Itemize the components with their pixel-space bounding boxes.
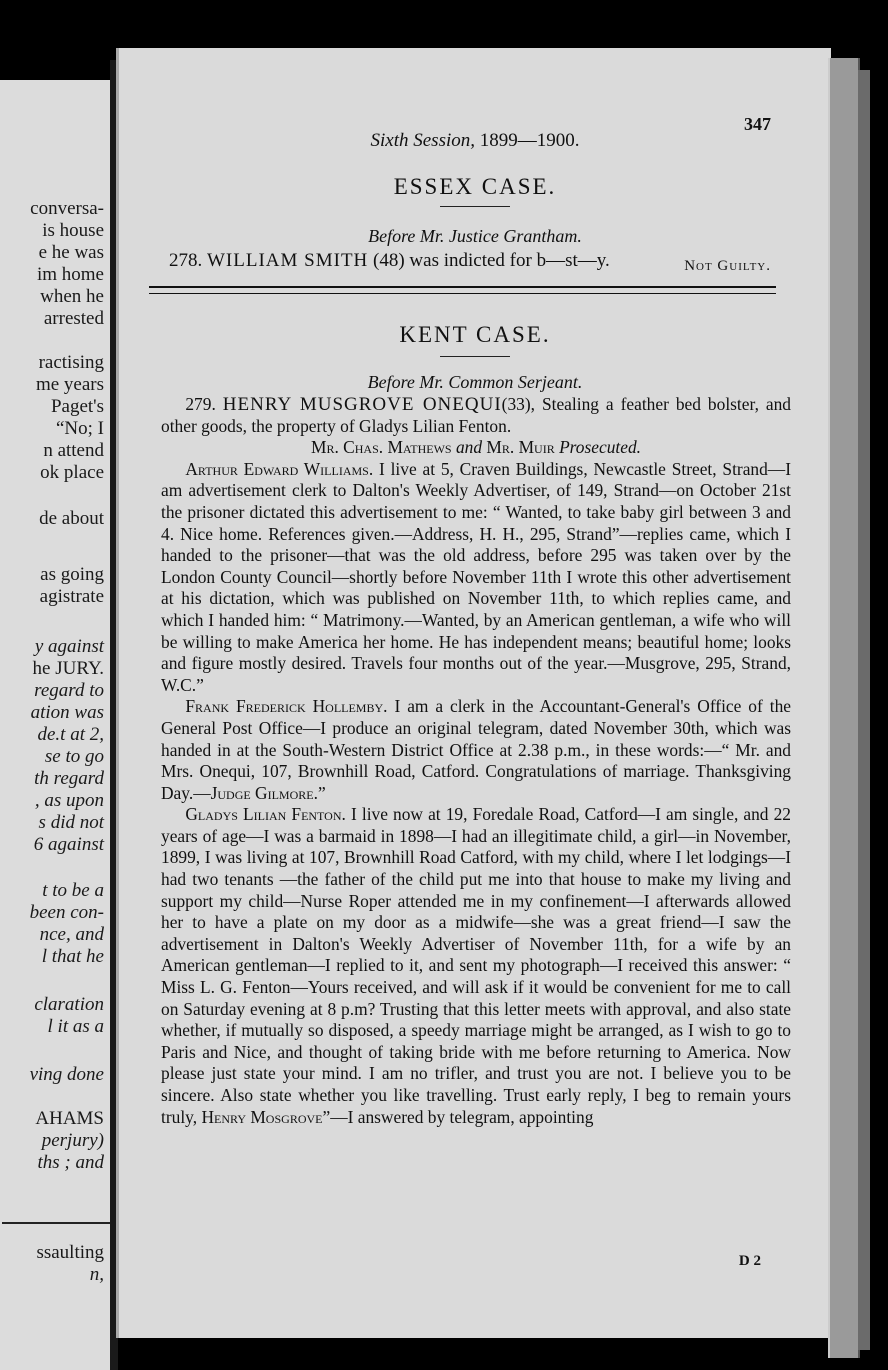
left-page-line: de.t at 2, — [37, 724, 104, 745]
essex-indictment-text: (48) was indicted for b—st—y. — [373, 250, 610, 271]
witness-williams: Arthur Edward Williams. — [185, 458, 374, 479]
left-page-line: y against — [34, 636, 104, 657]
running-head-years: 1899—1900. — [479, 130, 580, 151]
prosecution-word: Prosecuted. — [559, 437, 641, 458]
section-double-rule — [149, 286, 776, 294]
left-page-line: ths ; and — [37, 1152, 104, 1173]
left-page-line: me years — [35, 374, 104, 395]
left-page-line: Paget's — [50, 396, 104, 417]
testimony-hollemby — [161, 696, 791, 804]
testimony-williams-text: I live at 5, Craven Buildings, Newcastle Street, Strand—I am advertisement clerk to Dalton's Weekly Advertiser, of 149, Strand—on October 21st the prisoner dictated this advertisement to me: “ Wanted, to take baby girl between 3 and 4. Nice home. References given.—Address, H. H., 295, Strand”—replies came, which I handed to the prisoner—that was the old address, before 295 was taken over by the London County Council—shortly before November 11th I wrote this other advertisement at his dictation, which was published on November 11th, to which replies came, and which I handed him: “ Matrimony.—Wanted, by an American gentleman, a wife who will be willing to make America her home. He has independent means; beautiful home; looks and figure mostly desired. Travels four months out of the year.—Musgrove, 295, Strand, W.C.” — [161, 458, 791, 695]
left-page-rule — [2, 1222, 110, 1224]
left-page-line: been con- — [29, 902, 104, 923]
left-page-line: regard to — [34, 680, 104, 701]
prosecutor-2: Mr. Muir — [486, 437, 555, 458]
witness-hollemby: Frank Frederick Hollemby. — [185, 696, 388, 717]
signature-mark: D 2 — [738, 1253, 761, 1269]
left-page-line: ation was — [30, 702, 104, 723]
left-page-line: n attend — [43, 440, 104, 461]
left-page-line: 6 against — [33, 834, 104, 855]
page-edge — [828, 58, 860, 1358]
left-page-line: s did not — [38, 812, 104, 833]
left-page-line: se to go — [44, 746, 104, 767]
left-page-line: im home — [36, 264, 104, 285]
testimony-hollemby-text: I am a clerk in the Accountant-General's Office of the General Post Office—I produce an original telegram, dated November 30th, which was handed in at the South-Western District Office at 2.38 p.m., in these words:—“ Mr. and Mrs. Onequi, 107, Brownhill Road, Catford. Congratulations of marriage. Thanksgiving Day.— — [161, 696, 791, 803]
left-page-line: agistrate — [39, 586, 104, 607]
testimony-fenton — [161, 804, 791, 1128]
left-page-line: ok place — [40, 462, 104, 483]
kent-case-heading: KENT CASE. — [399, 322, 551, 347]
kent-indictment — [161, 394, 791, 437]
page-edge-shadow — [858, 70, 870, 1350]
left-page-line: AHAMS — [35, 1108, 104, 1129]
running-head-session: Sixth Session, — [370, 130, 475, 151]
prosecutor-1: Mr. Chas. Mathews — [311, 437, 452, 458]
prosecution-and: and — [455, 437, 483, 458]
prosecution-line — [161, 437, 791, 459]
left-page-line: when he — [40, 286, 104, 307]
page-number: 347 — [744, 114, 771, 134]
essex-defendant: WILLIAM SMITH — [207, 250, 369, 271]
left-page-line: arrested — [43, 308, 104, 329]
left-page-line: ractising — [38, 352, 104, 373]
left-page-line: nce, and — [39, 924, 104, 945]
testimony-fenton-close: ”—I answered by telegram, appointing — [322, 1106, 594, 1127]
left-page-line: conversa- — [30, 198, 104, 219]
left-page-line: , as upon — [34, 790, 104, 811]
essex-short-rule — [440, 206, 510, 207]
kent-charge: (33), Stealing a feather bed bolster, and other goods, the property of Gladys Lilian Fenton. — [161, 394, 791, 436]
kent-defendant: HENRY MUSGROVE ONEQUI — [222, 394, 502, 415]
telegram-close-quote: ” — [317, 782, 326, 803]
left-page-line: de about — [39, 508, 104, 529]
left-page-line: claration — [34, 994, 104, 1015]
left-page-line: “No; I — [55, 418, 104, 439]
left-page-line: e he was — [38, 242, 104, 263]
kent-short-rule — [440, 356, 510, 357]
left-page-line: perjury) — [41, 1130, 104, 1151]
left-page-line: he JURY. — [32, 658, 104, 679]
left-page-line: ssaulting — [36, 1242, 104, 1263]
right-page — [116, 48, 831, 1338]
left-page-line: l that he — [41, 946, 104, 967]
left-page-line: t to be a — [42, 880, 104, 901]
left-page-line: th regard — [34, 768, 104, 789]
kent-case-body — [161, 394, 791, 1128]
left-page-line: n, — [89, 1264, 104, 1285]
telegram-signature: Judge Gilmore. — [210, 782, 318, 803]
left-page — [0, 80, 114, 1370]
kent-case-number: 279. — [185, 394, 216, 414]
essex-verdict: Not Guilty. — [684, 258, 771, 274]
testimony-williams — [161, 459, 791, 697]
left-page-line: l it as a — [47, 1016, 104, 1037]
essex-before-judge: Before Mr. Justice Grantham. — [368, 226, 582, 246]
testimony-fenton-text: I live now at 19, Foredale Road, Catford—I am single, and 22 years of age—I was a barmaid in 1898—I had an illegitimate child, a girl—in November, 1899, I was living at 107, Brownhill Road Catford, with my child, where I let lodgings—I had two tenants —the father of the child put me into that house to make my living and support my child—Nurse Roper attended me in my confinement—I afterwards allowed her to have a plate on my door as a midwife—she was a great friend—I saw the advertisement in Dalton's Weekly Advertiser of November 11th, for a wife by an American gentleman—I replied to it, and sent my photograph—I received this answer: “ Miss L. G. Fenton—Yours received, and will ask if it would be convenient for me to call on Saturday evening at 8 p.m? Trusting that this letter meets with approval, and also state whether, if mutually so disposed, a speedy marriage might be arranged, as I wish to go to Paris and Nice, and thought of taking bride with me before returning to America. Now please just state your mind. I am no trifler, and trust you are not. I believe you to be sincere. Also state whether you like travelling. Trust early reply, I beg to remain yours truly, — [161, 804, 791, 1127]
left-page-line: as going — [40, 564, 104, 585]
essex-case-heading: ESSEX CASE. — [393, 174, 557, 199]
letter-signature: Henry Mosgrove — [201, 1106, 323, 1127]
witness-fenton: Gladys Lilian Fenton. — [185, 804, 346, 825]
essex-case-number: 278. — [169, 250, 203, 271]
left-page-line: is house — [42, 220, 104, 241]
running-head — [119, 130, 831, 152]
left-page-line: ving done — [29, 1064, 104, 1085]
kent-before-judge: Before Mr. Common Serjeant. — [367, 372, 583, 392]
